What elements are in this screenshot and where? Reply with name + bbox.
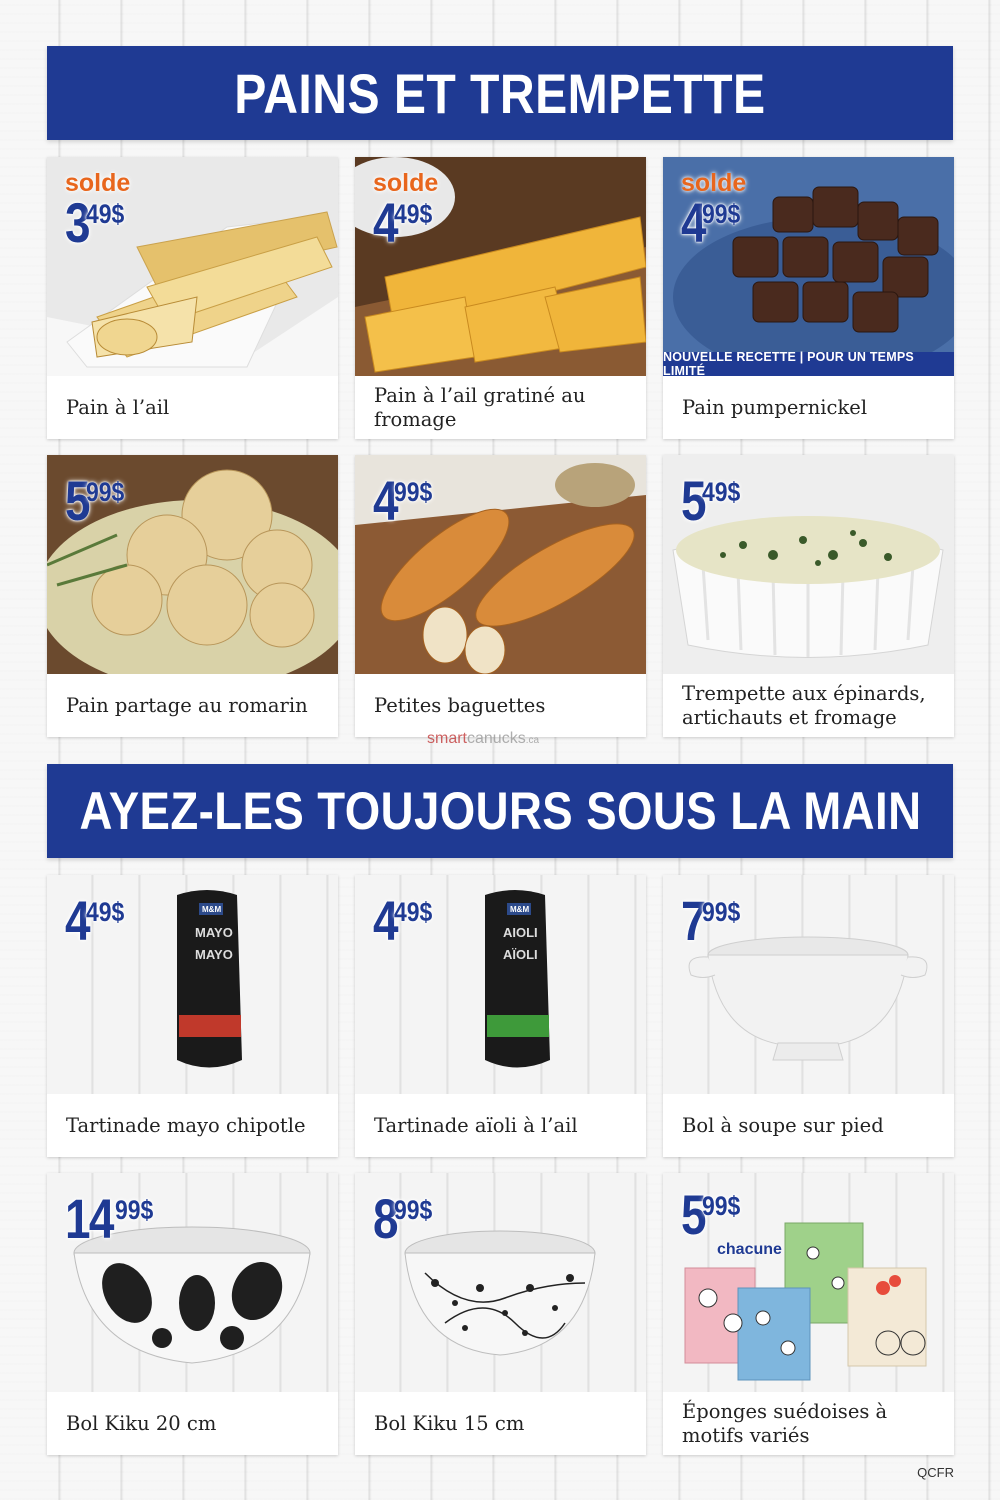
price-tag [373,191,439,254]
product-name: Tartinade mayo chipotle [66,1113,306,1137]
product-card-rosemary-pull-apart[interactable] [47,455,338,737]
price-tag [65,1187,160,1250]
product-name: Trempette aux épinards, artichauts et fromage [682,681,926,729]
price-cents: 99$ [115,1195,154,1225]
jar-subtitle: MAYO [195,947,233,962]
price-tag [681,1183,747,1246]
product-name: Pain à l’ail gratiné au fromage [374,383,586,431]
section-title-pantry [47,764,953,858]
section-title-pantry-text: AYEZ-LES TOUJOURS SOUS LA MAIN [79,781,921,841]
sale-tag: solde [65,169,131,197]
product-card-soup-bowl[interactable] [663,875,954,1157]
price-tag [373,1187,439,1250]
jar-subtitle: AÏOLI [503,947,538,962]
new-recipe-ribbon: NOUVELLE RECETTE | POUR UN TEMPS LIMITÉ [663,352,954,376]
region-code: QCFR [917,1465,954,1480]
price-dollars: 4 [373,889,397,952]
price-tag [65,469,131,532]
watermark-a: smart [427,730,467,747]
price-dollars: 5 [65,469,89,532]
product-card-kiku-bowl-15[interactable] [355,1173,646,1455]
product-name: Bol Kiku 20 cm [66,1411,217,1435]
price-dollars: 4 [65,889,89,952]
jar-title: MAYO [195,925,233,940]
price-dollars: 4 [373,191,397,254]
product-name: Bol Kiku 15 cm [374,1411,525,1435]
price-tag [681,889,747,952]
sale-tag: solde [373,169,439,197]
price-cents: 49$ [86,897,125,927]
price-cents: 49$ [702,477,741,507]
price-tag [65,191,131,254]
price-dollars: 3 [65,191,89,254]
price-tag [373,469,439,532]
jar-brand: M&M [510,905,530,914]
product-card-cheesy-garlic-bread[interactable] [355,157,646,439]
price-cents: 99$ [394,477,433,507]
product-card-pumpernickel[interactable] [663,157,954,439]
price-cents: 99$ [394,1195,433,1225]
product-name: Pain à l’ail [66,395,170,419]
price-dollars: 4 [373,469,397,532]
price-dollars: 5 [681,1183,705,1246]
section-title-breads-text: PAINS ET TREMPETTE [234,61,766,125]
product-name: Pain partage au romarin [66,693,308,717]
product-card-garlic-bread[interactable] [47,157,338,439]
price-cents: 99$ [702,1191,741,1221]
product-name: Tartinade aïoli à l’ail [374,1113,578,1137]
price-cents: 99$ [702,199,741,229]
section-title-breads [47,46,953,140]
product-name: Bol à soupe sur pied [682,1113,884,1137]
sale-tag: solde [681,169,747,197]
product-name: Pain pumpernickel [682,395,868,419]
product-card-kiku-bowl-20[interactable] [47,1173,338,1455]
watermark-c: .ca [525,735,540,746]
product-card-spinach-dip[interactable] [663,455,954,737]
product-card-petites-baguettes[interactable] [355,455,646,737]
price-dollars: 8 [373,1187,397,1250]
watermark [427,730,539,748]
watermark-b: canucks [467,730,526,747]
product-name: Éponges suédoises à motifs variés [682,1399,888,1447]
product-card-garlic-aioli[interactable] [355,875,646,1157]
unit-label: chacune [717,1241,782,1258]
jar-title: AIOLI [503,925,538,940]
price-cents: 99$ [86,477,125,507]
product-name: Petites baguettes [374,693,546,717]
price-cents: 49$ [394,897,433,927]
product-card-chipotle-mayo[interactable] [47,875,338,1157]
price-cents: 49$ [394,199,433,229]
price-tag [373,889,439,952]
price-dollars: 4 [681,191,705,254]
price-tag [65,889,131,952]
price-tag [681,191,747,254]
price-dollars: 14 [65,1187,113,1250]
price-dollars: 5 [681,469,705,532]
product-card-swedish-sponges[interactable] [663,1173,954,1455]
price-tag [681,469,747,532]
price-dollars: 7 [681,889,705,952]
price-cents: 49$ [86,199,125,229]
price-cents: 99$ [702,897,741,927]
jar-brand: M&M [202,905,222,914]
